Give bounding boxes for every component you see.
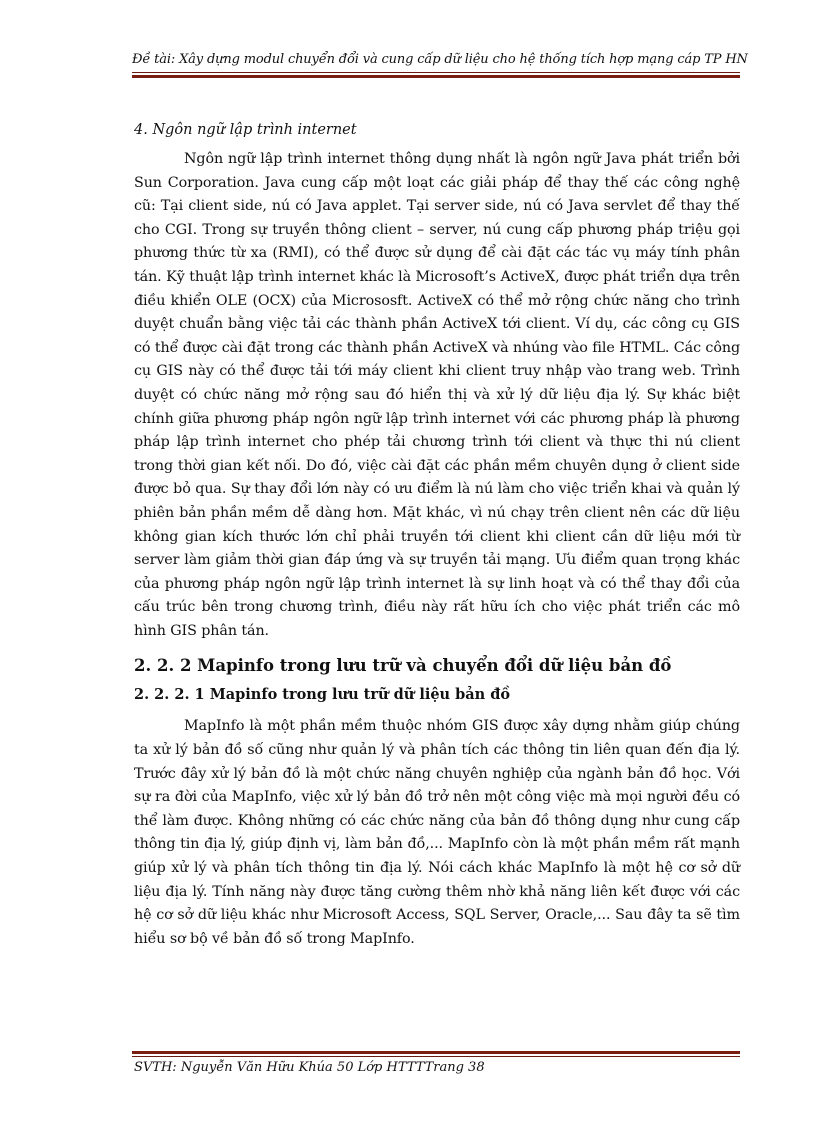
section-heading: 2. 2. 2 Mapinfo trong lưu trữ và chuyển đổi dữ liệu bản đồ (134, 656, 672, 676)
body-paragraph-2: MapInfo là một phần mềm thuộc nhóm GIS được xây dựng nhằm giúp chúng ta xử lý bản đồ số cũng như quản lý và phân tích các thông tin liên quan đến địa lý. Trước đây xử lý bản đồ là một chức năng chuyên nghiệp của ngành bản đồ học. Với sự ra đời của MapInfo, việc xử lý bản đồ trở nên một công việc mà mọi người đều có thể làm được. Không những có các chức năng của bản đồ thông dụng như cung cấp thông tin địa lý, giúp định vị, làm bản đồ,... MapInfo còn là một phần mềm rất mạnh giúp xử lý và phân tích thông tin địa lý. Nói cách khác MapInfo là một hệ cơ sở dữ liệu địa lý. Tính năng này được tăng cường thêm nhờ khả năng liên kết được với các hệ cơ sở dữ liệu khác như Microsoft Access, SQL Server, Oracle,... Sau đây ta sẽ tìm hiểu sơ bộ về bản đồ số trong MapInfo. (134, 718, 740, 947)
footer-rule-thick (132, 1051, 740, 1054)
header-rule-thin (132, 72, 740, 73)
body-paragraph-1: Ngôn ngữ lập trình internet thông dụng nhất là ngôn ngữ Java phát triển bởi Sun Corporation. Java cung cấp một loạt các giải pháp để thay thế các công nghệ cũ: Tại client side, nú có Java applet. Tại server side, nú có Java servlet để thay thế cho CGI. Trong sự truyền thông client – server, nú cung cấp phương pháp triệu gọi phương thức từ xa (RMI), có thể được sử dụng để cài đặt các tác vụ máy tính phân tán. Kỹ thuật lập trình internet khác là Microsoft’s ActiveX, được phát triển dựa trên điều khiển OLE (OCX) của Micrososft. ActiveX có thể mở rộng chức năng cho trình duyệt chuẩn bằng việc tải các thành phần ActiveX tới client. Ví dụ, các công cụ GIS có thể được cài đặt trong các thành phần ActiveX và nhúng vào file HTML. Các công cụ GIS này có thể được tải tới máy client khi client truy nhập vào trang web. Trình duyệt có chức năng mở rộng sau đó hiển thị và xử lý dữ liệu địa lý. Sự khác biệt chính giữa phương pháp ngôn ngữ lập trình internet với các phương pháp là phương pháp lập trình internet cho phép tải chương trình tới client và thực thi nú client trong thời gian kết nối. Do đó, việc cài đặt các phần mềm chuyên dụng ở client side được bỏ qua. Sự thay đổi lớn này có ưu điểm là nú làm cho việc triển khai và quản lý phiên bản phần mềm dễ dàng hơn. Mặt khác, vì nú chạy trên client nên các dữ liệu không gian kích thước lớn chỉ phải truyền tới client khi client cần dữ liệu mới từ server làm giảm thời gian đáp ứng và sự truyền tải mạng. Ưu điểm quan trọng khác của phương pháp ngôn ngữ lập trình internet là sự linh hoạt và có thể thay đổi của cấu trúc bên trong chương trình, điều này rất hữu ích cho việc phát triển các mô hình GIS phân tán. (134, 151, 740, 639)
subsection-title: 4. Ngôn ngữ lập trình internet (134, 122, 357, 138)
footer-rule-thin (132, 1056, 740, 1057)
page-header-title: Đề tài: Xây dựng modul chuyển đổi và cung cấp dữ liệu cho hệ thống tích hợp mạng cáp TP HN (132, 52, 748, 67)
page-content (134, 118, 740, 951)
header-rule-thick (132, 75, 740, 78)
subsection-heading: 2. 2. 2. 1 Mapinfo trong lưu trữ dữ liệu bản đồ (134, 686, 511, 704)
page-footer: SVTH: Nguyễn Văn Hữu Khúa 50 Lớp HTTTTrang 38 (134, 1060, 485, 1075)
